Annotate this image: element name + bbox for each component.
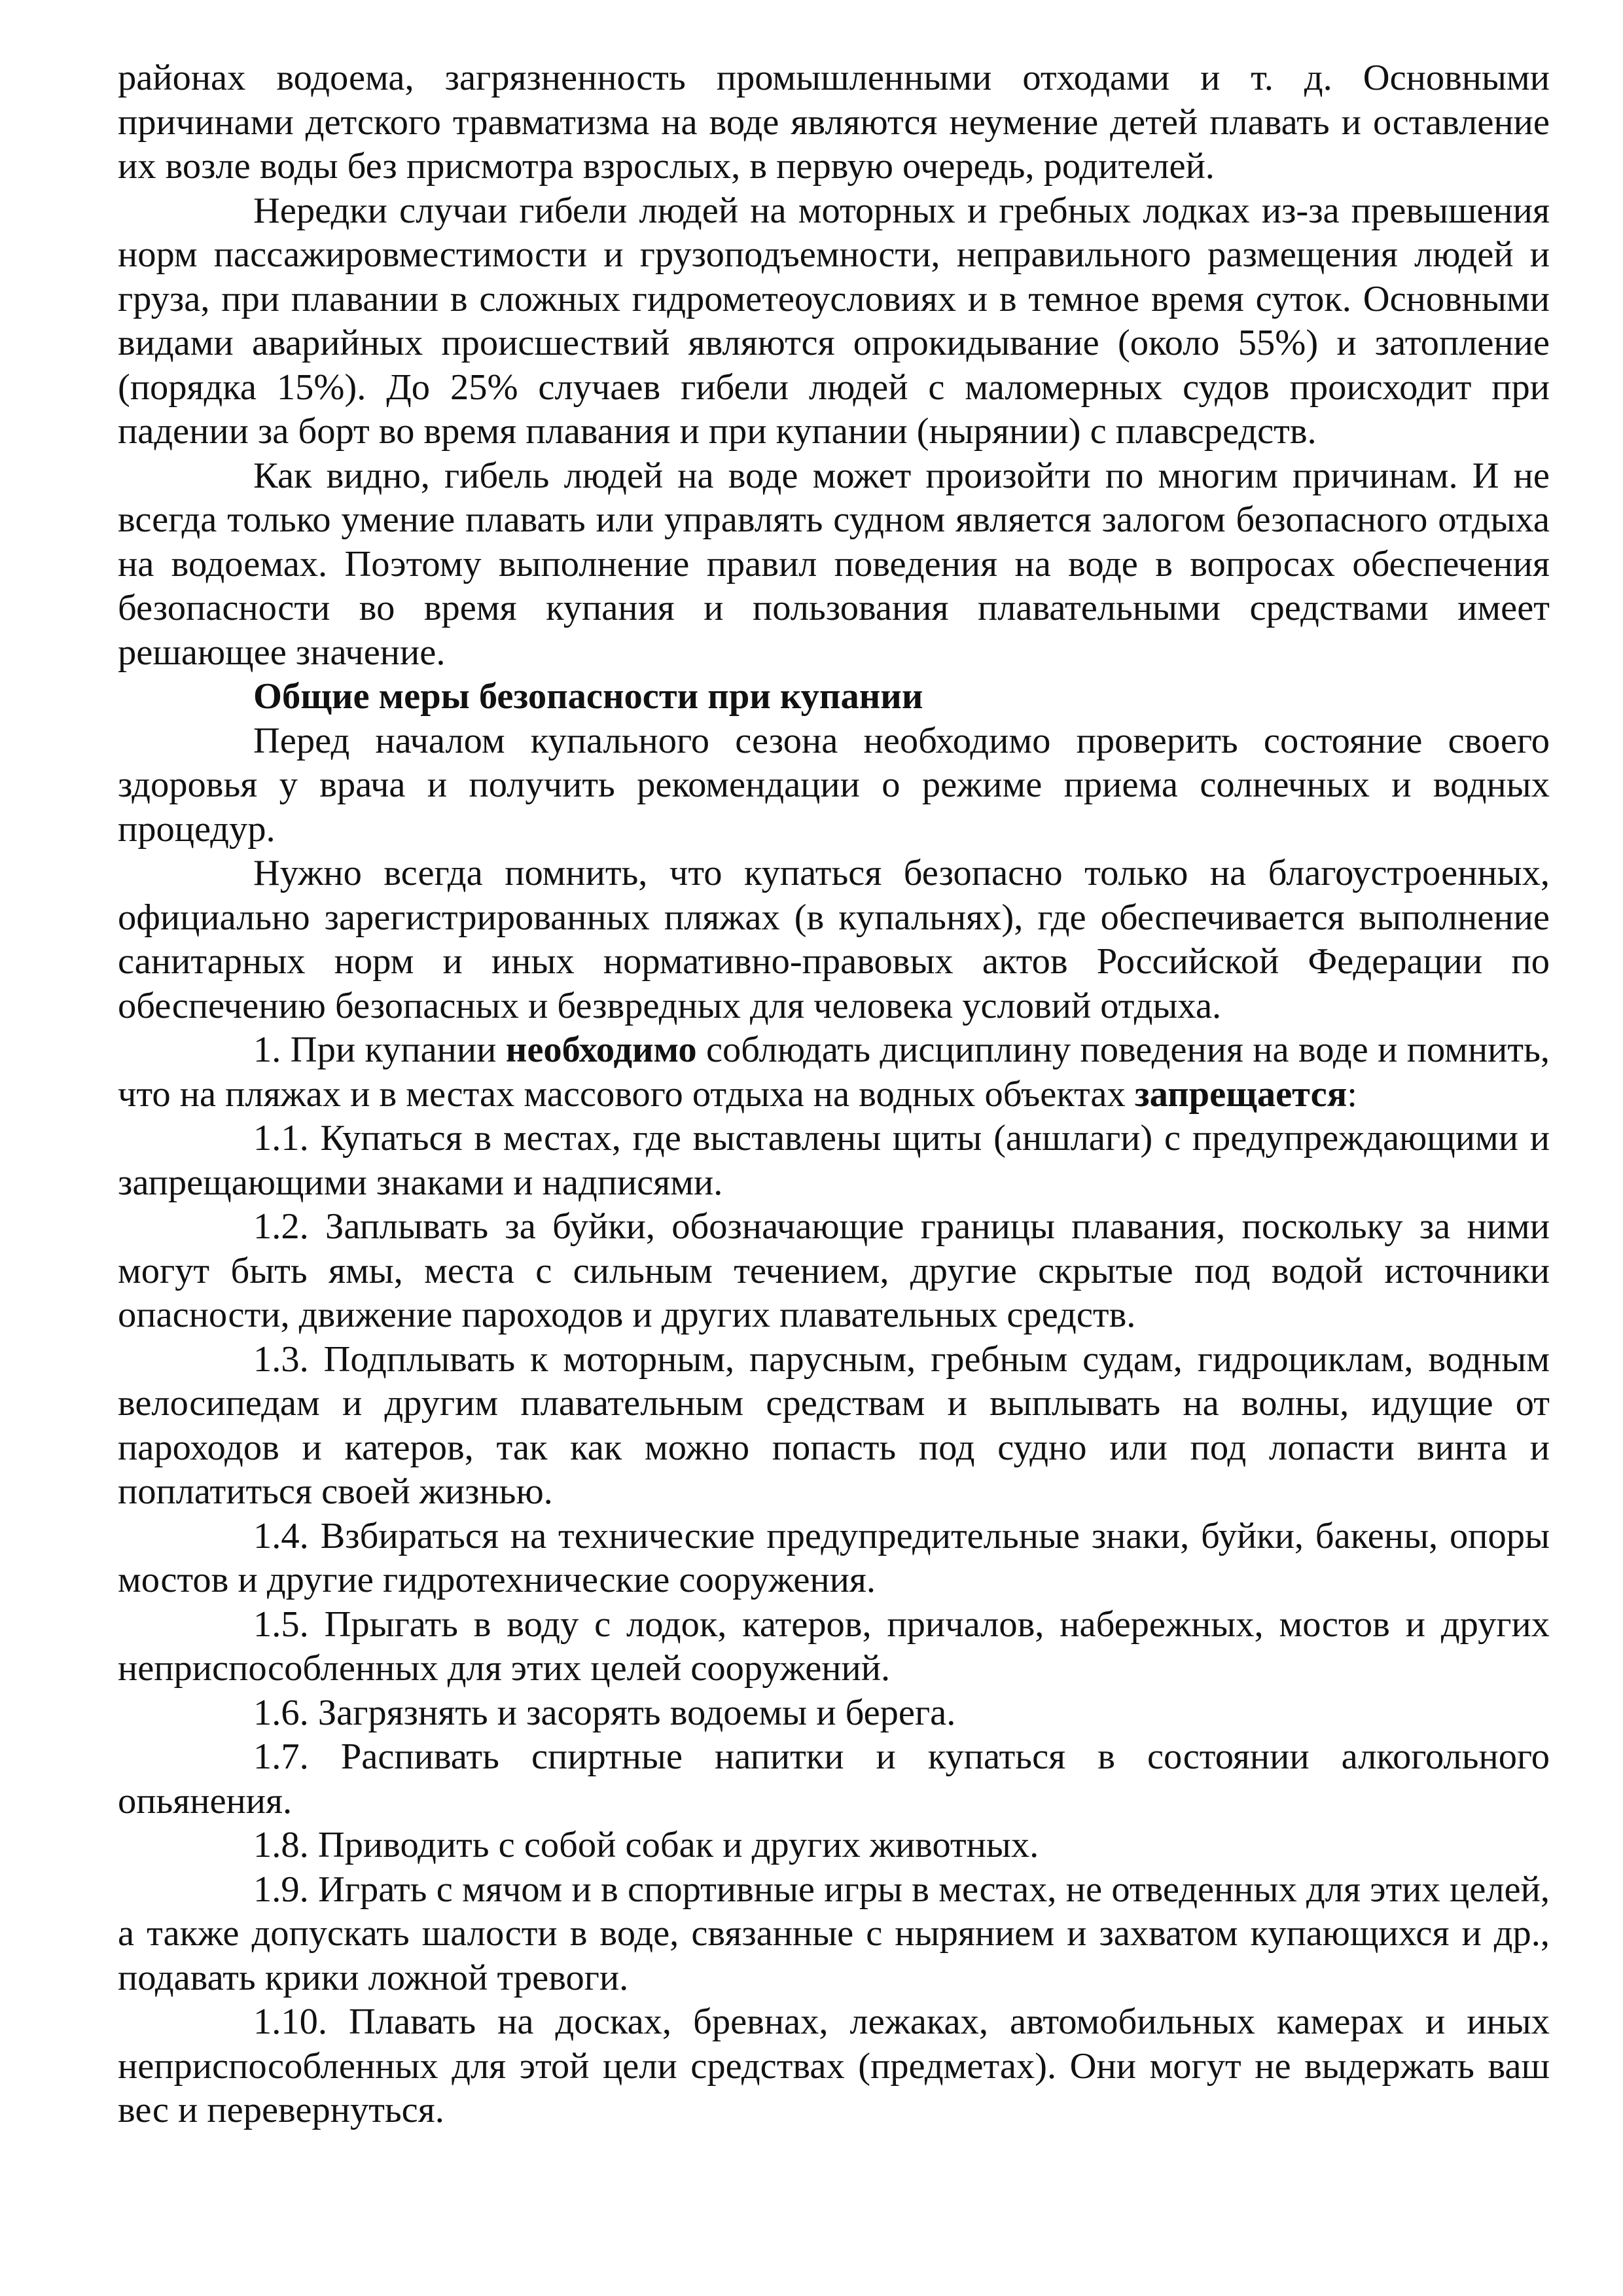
rule-1-middle: соблюдать дисциплину поведения на воде и помнить, что на пляжах и в местах массового отдыха на водных объектах — [118, 1030, 1550, 1115]
list-item-1-7: 1.7. Распивать спиртные напитки и купаться в состоянии алкогольного опьянения. — [118, 1736, 1550, 1821]
paragraph-beaches: Нужно всегда помнить, что купаться безопасно только на благоустроенных, официально зарегистрированных пляжах (в купальнях), где обеспечивается выполнение санитарных норм и иных нормативно-правовых актов Российской Федерации по обеспечению безопасных и безвредных для человека условий отдыха. — [118, 853, 1550, 1026]
list-item-1-2: 1.2. Заплывать за буйки, обозначающие границы плавания, поскольку за ними могут быть ямы, места с сильным течением, другие скрытые под водой источники опасности, движение пароходов и других плавательных средств. — [118, 1206, 1550, 1335]
rule-1-bold-necessary: необходимо — [505, 1030, 697, 1070]
paragraph-conclusion: Как видно, гибель людей на воде может произойти по многим причинам. И не всегда только умение плавать или управлять судном является залогом безопасного отдыха на водоемах. Поэтому выполнение правил поведения на воде в вопросах обеспечения безопасности во время купания и пользования плавательными средствами имеет решающее значение. — [118, 455, 1550, 673]
list-item-1-9: 1.9. Играть с мячом и в спортивные игры в местах, не отведенных для этих целей, а также допускать шалости в воде, связанные с нырянием и захватом купающихся и др., подавать крики ложной тревоги. — [118, 1869, 1550, 1998]
section-heading-text: Общие меры безопасности при купании — [253, 676, 923, 717]
list-item-1-8: 1.8. Приводить с собой собак и других животных. — [253, 1825, 1039, 1865]
list-item-1-5: 1.5. Прыгать в воду с лодок, катеров, причалов, набережных, мостов и других неприспособленных для этих целей сооружений. — [118, 1604, 1550, 1689]
section-heading — [118, 675, 1550, 719]
document-page — [118, 56, 1550, 2133]
rule-1-prefix: 1. При купании — [253, 1030, 506, 1070]
rule-1-bold-prohibited: запрещается — [1134, 1073, 1347, 1115]
list-item-1-4: 1.4. Взбираться на технические предупредительные знаки, буйки, бакены, опоры мостов и другие гидротехнические сооружения. — [118, 1515, 1550, 1600]
list-item-1-1: 1.1. Купаться в местах, где выставлены щиты (аншлаги) с предупреждающими и запрещающими знаками и надписями. — [118, 1118, 1550, 1203]
list-item-1-6: 1.6. Загрязнять и засорять водоемы и берега. — [253, 1692, 956, 1733]
paragraph-intro: районах водоема, загрязненность промышленными отходами и т. д. Основными причинами детского травматизма на воде являются неумение детей плавать и оставление их возле воды без присмотра взрослых, в первую очередь, родителей. — [118, 58, 1550, 187]
rule-1-suffix: : — [1347, 1073, 1357, 1115]
paragraph-boats: Нередки случаи гибели людей на моторных и гребных лодках из-за превышения норм пассажировместимости и грузоподъемности, неправильного размещения людей и груза, при плавании в сложных гидрометеоусловиях и в темное время суток. Основными видами аварийных происшествий являются опрокидывание (около 55%) и затопление (порядка 15%). До 25% случаев гибели людей с маломерных судов происходит при падении за борт во время плавания и при купании (нырянии) с плавсредств. — [118, 190, 1550, 452]
list-item-1-3: 1.3. Подплывать к моторным, парусным, гребным судам, гидроциклам, водным велосипедам и другим плавательным средствам и выплывать на волны, идущие от пароходов и катеров, так как можно попасть под судно или под лопасти винта и поплатиться своей жизнью. — [118, 1338, 1550, 1512]
list-item-1-10: 1.10. Плавать на досках, бревнах, лежаках, автомобильных камерах и иных неприспособленных для этой цели средствах (предметах). Они могут не выдержать ваш вес и перевернуться. — [118, 2001, 1550, 2130]
paragraph-health-check: Перед началом купального сезона необходимо проверить состояние своего здоровья у врача и получить рекомендации о режиме приема солнечных и водных процедур. — [118, 720, 1550, 850]
rule-1 — [118, 1028, 1550, 1117]
